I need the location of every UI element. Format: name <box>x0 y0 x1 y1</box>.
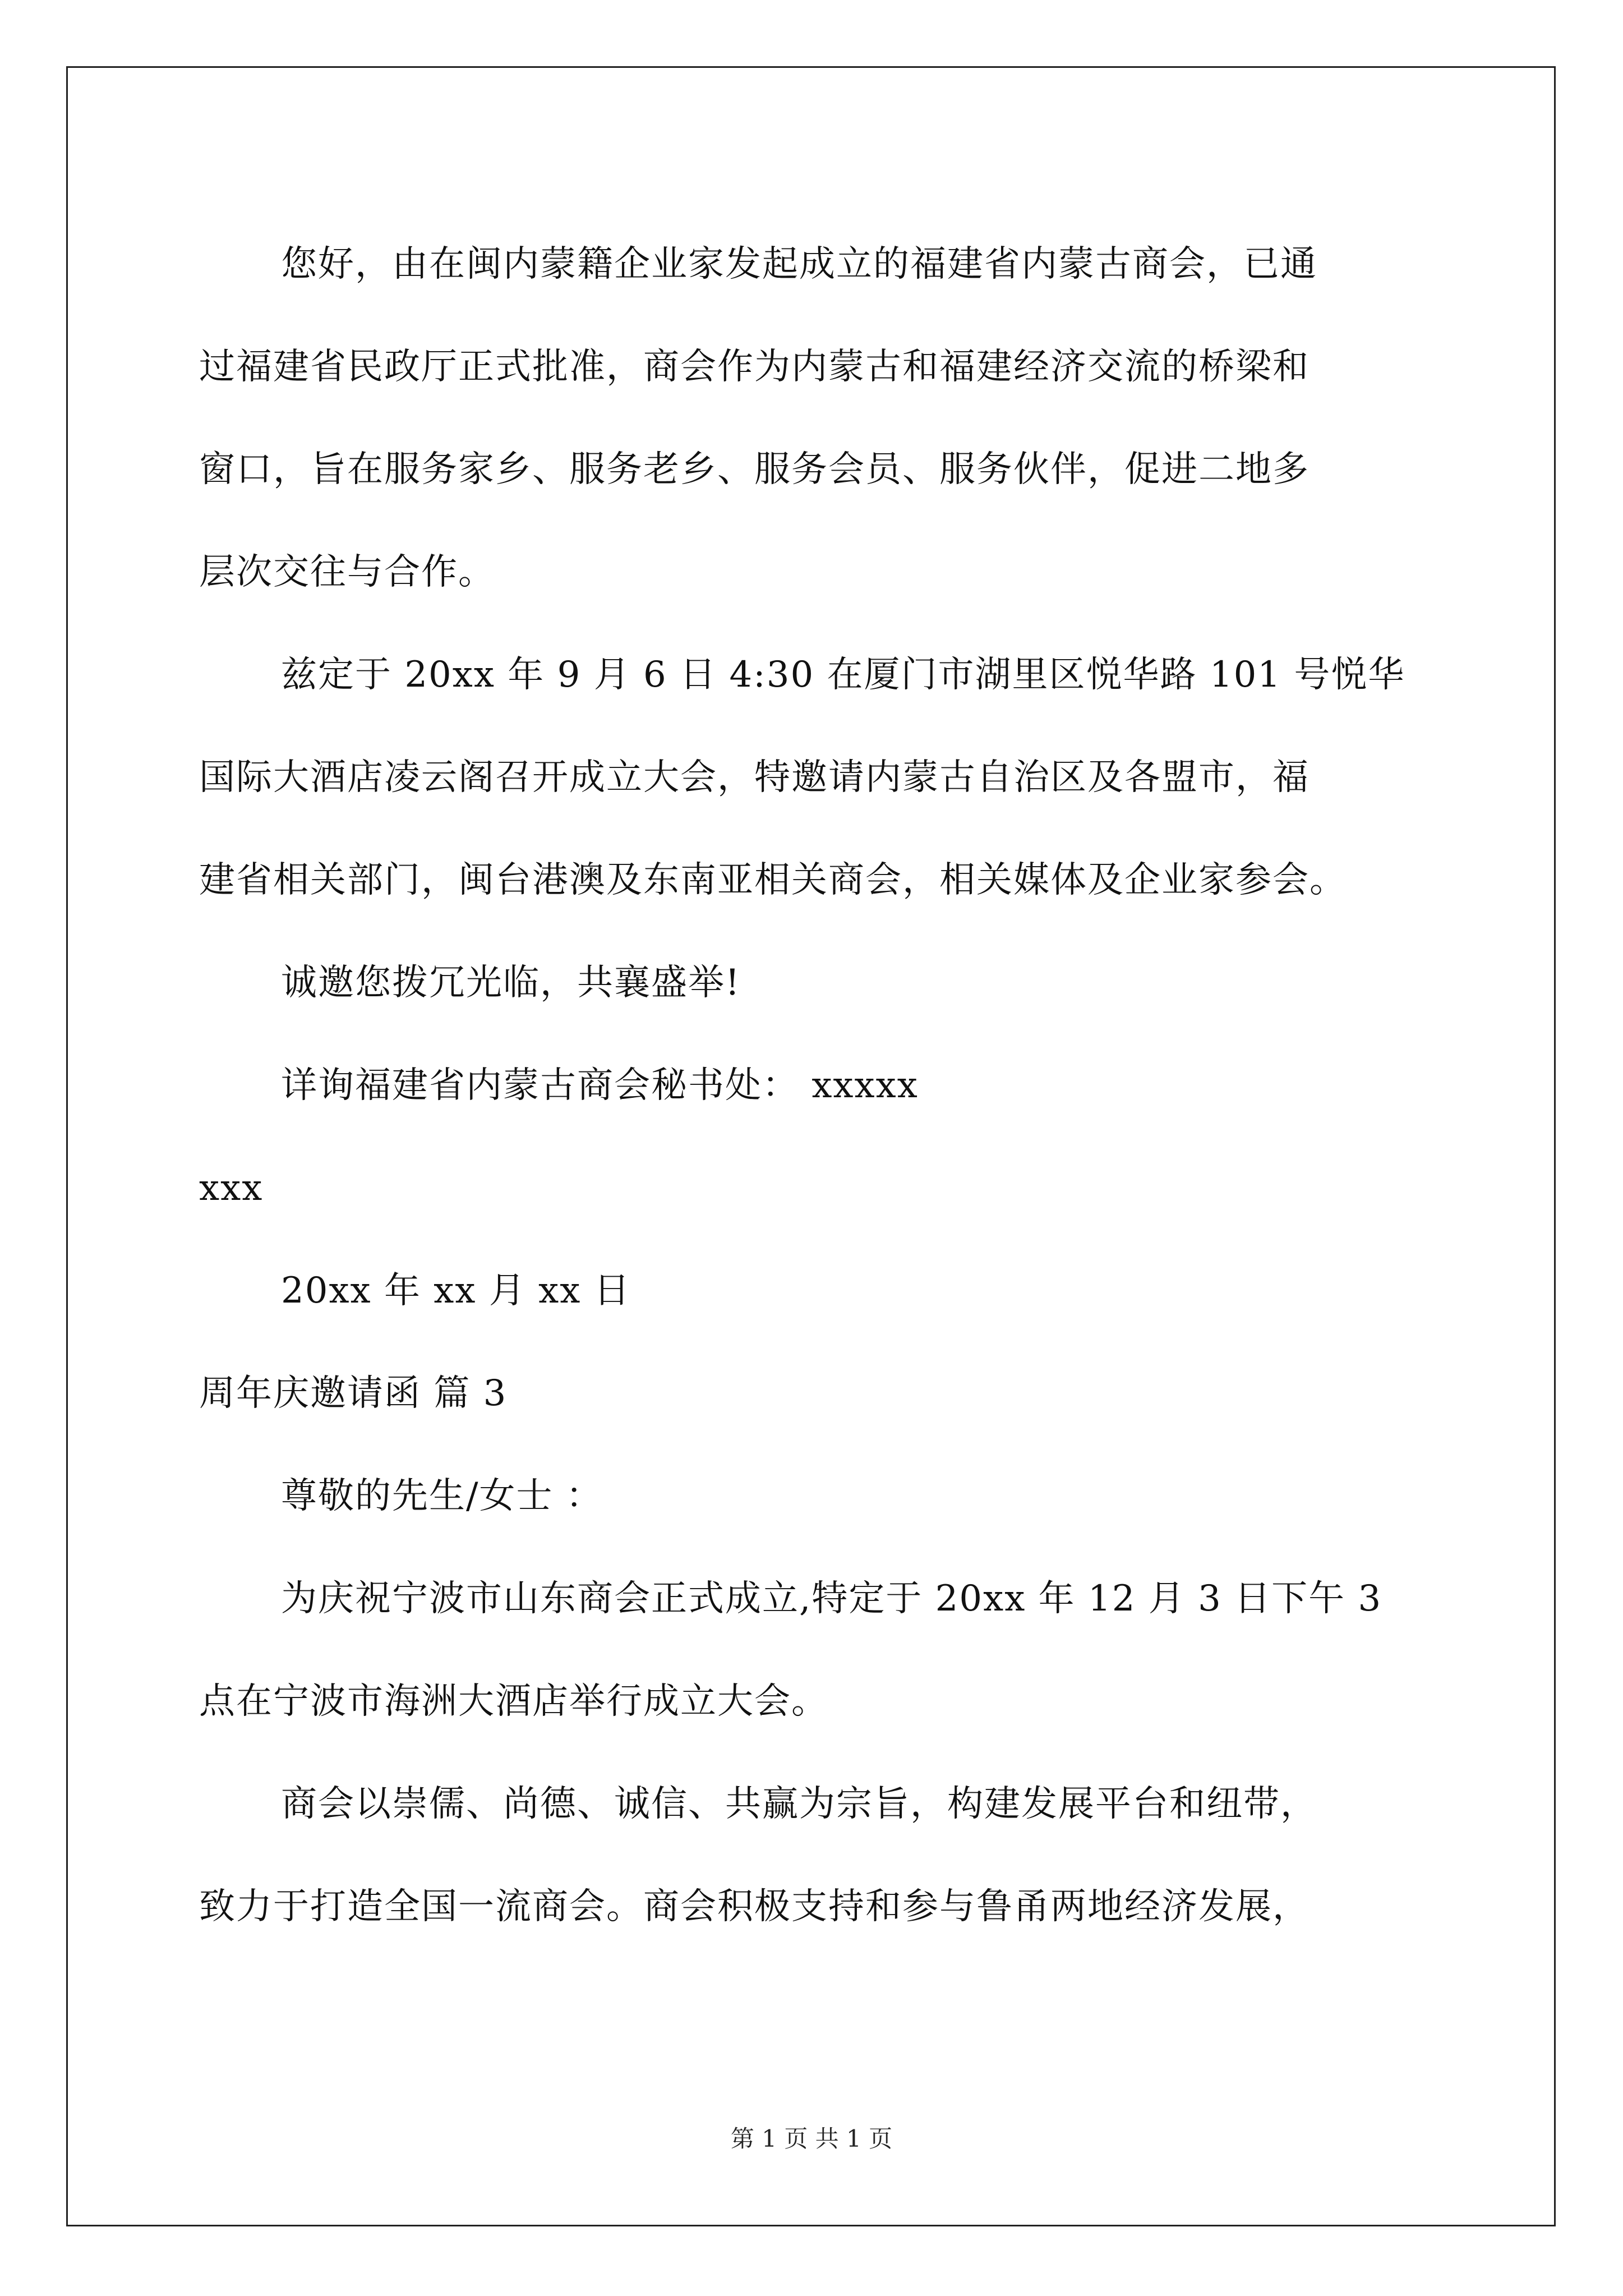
paragraph-line: 兹定于 20xx 年 9 月 6 日 4:30 在厦门市湖里区悦华路 101 号悦华 <box>281 654 1405 696</box>
paragraph-line: 诚邀您拨冗光临，共襄盛举! <box>281 962 741 1004</box>
paragraph-line: 详询福建省内蒙古商会秘书处： xxxxx <box>281 1065 919 1106</box>
section-heading: 周年庆邀请函 篇 3 <box>199 1373 508 1414</box>
paragraph-line: 为庆祝宁波市山东商会正式成立,特定于 20xx 年 12 月 3 日下午 3 <box>281 1578 1382 1619</box>
paragraph-line: 您好，由在闽内蒙籍企业家发起成立的福建省内蒙古商会，已通 <box>281 243 1317 285</box>
paragraph-line: 过福建省民政厅正式批准，商会作为内蒙古和福建经济交流的桥梁和 <box>199 346 1310 388</box>
page-footer: 第 1 页 共 1 页 <box>730 2125 893 2152</box>
document-body <box>199 213 1433 1958</box>
date-line: 20xx 年 xx 月 xx 日 <box>281 1270 631 1312</box>
paragraph-line: 国际大酒店凌云阁召开成立大会，特邀请内蒙古自治区及各盟市，福 <box>199 757 1310 798</box>
salutation-line: 尊敬的先生/女士 ： <box>281 1475 603 1517</box>
paragraph-line: 点在宁波市海洲大酒店举行成立大会。 <box>199 1681 828 1722</box>
paragraph-line: 商会以崇儒、尚德、诚信、共赢为宗旨，构建发展平台和纽带， <box>281 1783 1317 1825</box>
paragraph-line: 致力于打造全国一流商会。商会积极支持和参与鲁甬两地经济发展， <box>199 1886 1310 1927</box>
paragraph-line: 层次交往与合作。 <box>199 551 495 593</box>
paragraph-line: 建省相关部门，闽台港澳及东南亚相关商会，相关媒体及企业家参会。 <box>199 859 1347 901</box>
paragraph-line: 窗口，旨在服务家乡、服务老乡、服务会员、服务伙伴，促进二地多 <box>199 449 1310 490</box>
paragraph-line: xxx <box>199 1167 264 1209</box>
